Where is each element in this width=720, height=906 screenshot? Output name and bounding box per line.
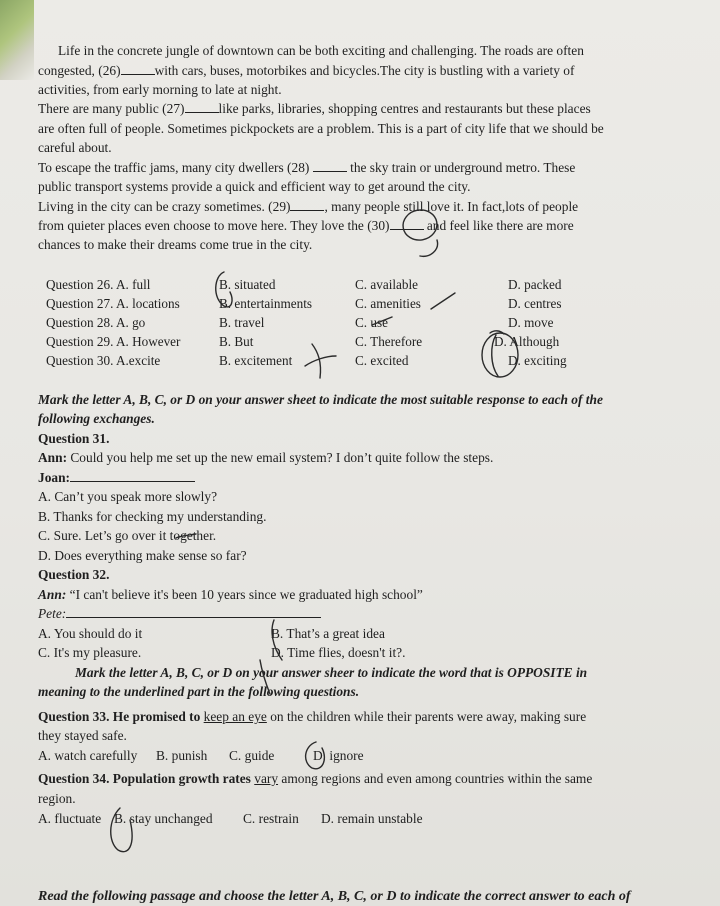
instruction-reading: Read the following passage and choose the letter A, B, C, or D to indicate the correct answer to each of [38,889,631,904]
question-31-option-b: B. Thanks for checking my understanding. [38,509,267,524]
question-34-prompt: Question 34. Population growth rates vary among regions and even among countries within the same [38,771,593,786]
underlined-phrase: keep an eye [203,709,267,724]
question-33-option-a: A. watch carefully [38,748,138,763]
question-29-option-d: D. Although [494,334,560,349]
question-33-prompt: Question 33. He promised to keep an eye on the children while their parents were away, making sure [38,709,587,724]
question-29-option-b: B. But [219,334,254,349]
passage-line: careful about. [38,140,112,155]
passage-line: Living in the city can be crazy sometimes. (29) , many people still love it. In fact,lots of people [38,199,579,214]
passage-line: from quieter places even choose to move here. They love the (30) and feel like there are more [38,218,574,233]
question-30-option-d: D. exciting [508,353,567,368]
question-26-option-b: B. situated [219,277,276,292]
question-32-prompt: Ann: “I can't believe it's been 10 years since we graduated high school” [38,587,423,602]
passage-line: congested, (26) with cars, buses, motorbikes and bicycles.The city is bustling with a variety of [38,63,575,78]
question-26-label: Question 26. A. full [46,277,151,292]
question-27-option-b: B. entertainments [219,296,313,311]
question-34-prompt-cont: region. [38,791,76,806]
passage-line: activities, from early morning to late at night. [38,82,282,97]
question-32-title: Question 32. [38,567,110,582]
question-32-option-d: D. Time flies, doesn't it?. [271,645,406,660]
question-30-label: Question 30. A.excite [46,353,161,368]
question-28-option-d: D. move [508,315,554,330]
question-31-option-c: C. Sure. Let’s go over it together. [38,528,217,543]
question-29-option-c: C. Therefore [355,334,423,349]
passage-line: public transport systems provide a quick and efficient way to get around the city. [38,179,471,194]
instruction-exchanges-cont: following exchanges. [38,411,155,426]
blank-28 [313,159,347,172]
passage-line: To escape the traffic jams, many city dwellers (28) the sky train or underground metro. These [38,160,576,175]
question-32-option-c: C. It's my pleasure. [38,645,142,660]
question-32-response: Pete: [38,605,321,623]
question-28-option-b: B. travel [219,315,265,330]
question-33-option-b: B. punish [156,748,208,763]
instruction-exchanges: Mark the letter A, B, C, or D on your answer sheet to indicate the most suitable response to each of the [38,392,603,407]
instruction-opposite: Mark the letter A, B, C, or D on your answer sheer to indicate the word that is OPPOSITE in [75,665,588,680]
question-31-title: Question 31. [38,431,110,446]
passage-line: There are many public (27) like parks, libraries, shopping centres and restaurants but these places [38,101,591,116]
passage-line: chances to make their dreams come true in the city. [38,237,313,252]
question-34-option-c: C. restrain [243,811,299,826]
question-32-option-a: A. You should do it [38,626,143,641]
blank-27 [185,100,219,113]
question-27-option-d: D. centres [508,296,562,311]
response-blank [66,605,321,618]
underlined-word: vary [254,771,279,786]
question-29-label: Question 29. A. However [46,334,181,349]
question-30-option-b: B. excitement [219,353,293,368]
question-34-option-a: A. fluctuate [38,811,102,826]
question-33-prompt-cont: they stayed safe. [38,728,127,743]
question-33-option-d: D. ignore [313,748,364,763]
question-30-option-c: C. excited [355,353,409,368]
question-34-option-d: D. remain unstable [321,811,423,826]
question-31-option-a: A. Can’t you speak more slowly? [38,489,218,504]
passage-line: Life in the concrete jungle of downtown can be both exciting and challenging. The roads are often [58,43,584,58]
question-28-label: Question 28. A. go [46,315,146,330]
question-28-option-c: C. use [355,315,388,330]
question-27-label: Question 27. A. locations [46,296,180,311]
blank-29 [290,198,324,211]
question-26-option-d: D. packed [508,277,562,292]
question-31-response: Joan: [38,469,195,487]
page-edge-shadow [0,0,34,80]
question-31-option-d: D. Does everything make sense so far? [38,548,247,563]
question-33-option-c: C. guide [229,748,275,763]
question-27-option-c: C. amenities [355,296,421,311]
instruction-opposite-cont: meaning to the underlined part in the following questions. [38,684,360,699]
blank-30 [390,217,424,230]
passage-line: are often full of people. Sometimes pickpockets are a problem. This is a part of city life that we should be [38,121,604,136]
question-31-prompt: Ann: Could you help me set up the new email system? I don’t quite follow the steps. [38,450,494,465]
question-26-option-c: C. available [355,277,418,292]
response-blank [70,469,195,482]
blank-26 [121,62,155,75]
question-32-option-b: B. That’s a great idea [271,626,385,641]
question-34-option-b: B. stay unchanged [114,811,213,826]
